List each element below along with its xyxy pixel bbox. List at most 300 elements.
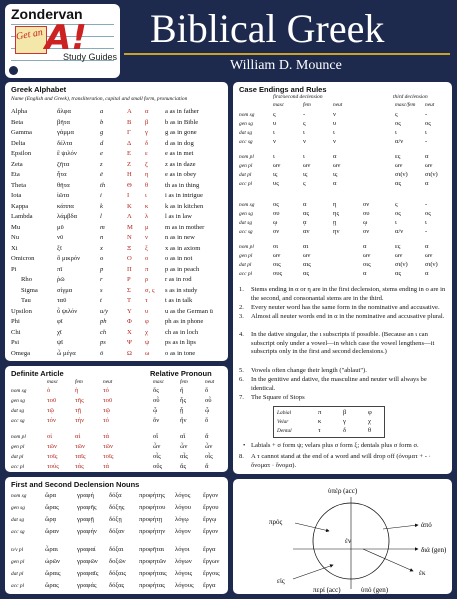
ending-form: ας [303, 270, 310, 277]
alphabet-cell: t [100, 297, 102, 304]
ending-form: σι(ν) [425, 171, 438, 178]
stop-label: Dental [277, 428, 292, 434]
article-form: αἱ [75, 433, 81, 440]
alphabet-cell: λ [145, 213, 149, 220]
alphabet-cell: t as in talk [165, 297, 193, 304]
noun-form: ὥραις [45, 570, 61, 577]
article-form: τοῖς [103, 453, 114, 460]
ending-form: ν [273, 138, 276, 145]
alphabet-cell: Κ [127, 202, 132, 210]
noun-form: λόγου [175, 504, 191, 511]
ending-form: - [303, 111, 306, 118]
alphabet-cell: Ν [127, 234, 132, 241]
alphabet-cell: ē [100, 171, 103, 178]
alphabet-cell: b as in Bible [165, 118, 199, 126]
article-form: τούς [47, 463, 59, 470]
rule-number: 3. [239, 313, 244, 320]
alphabet-heading: Greek Alphabet [11, 85, 67, 94]
stop-letter: χ [368, 418, 371, 425]
article-form: τῶν [47, 443, 57, 450]
rule-text: In the genitive and dative, the masculine and neuter will always be identical. [251, 376, 427, 392]
prep-in: ἐν [345, 537, 352, 545]
ending-form: ι [273, 153, 275, 160]
article-heading: Definite Article [11, 369, 64, 378]
alphabet-cell: μῦ [57, 223, 64, 231]
alphabet-cell: ο [145, 255, 149, 262]
ending-form: αν [303, 228, 310, 235]
ending-form: ᾳ [303, 219, 307, 226]
endings-heading: Case Endings and Rules [239, 85, 327, 94]
ending-form: ις [273, 171, 278, 178]
alphabet-cell: o as in tone [165, 349, 196, 357]
ending-form: ου [273, 210, 280, 217]
noun-form: γραφαί [77, 546, 96, 553]
case-label: gen sg [11, 505, 25, 511]
ending-form: ι [273, 129, 275, 136]
rule-text: A τ cannot stand at the end of a word and will drop off (ὀνοματ + - · ὄνοματ · ὄνομα). [251, 453, 431, 469]
ending-form: σι(ν) [425, 261, 438, 268]
case-label: nom sg [239, 202, 255, 208]
alphabet-cell: z as in daze [165, 160, 196, 168]
relative-form: οἷς [153, 453, 161, 460]
case-label: gen sg [239, 211, 253, 217]
alphabet-cell: ψ [145, 339, 150, 346]
ending-form: α [425, 180, 429, 187]
ending-form: ς [395, 111, 398, 118]
endings-panel [233, 82, 452, 474]
ending-form: ι [303, 153, 305, 160]
case-label: gen sg [239, 121, 253, 127]
case-label: acc sg [239, 229, 253, 235]
stop-letter: θ [368, 427, 372, 434]
ending-form: υς [273, 180, 279, 187]
endings-col-header: masc/fem [395, 102, 416, 108]
alphabet-cell: k as in kitchen [165, 202, 204, 210]
relative-form: ἧς [180, 397, 187, 404]
alphabet-cell: l [100, 213, 102, 220]
alphabet-cell: β [145, 118, 149, 126]
noun-form: ἔργα [203, 582, 216, 589]
alphabet-cell: e [100, 150, 103, 157]
noun-form: ἔργῳ [203, 516, 217, 523]
case-label: gen pl [11, 559, 25, 565]
alphabet-cell: Mu [11, 223, 21, 231]
article-form: τῷ [103, 407, 110, 414]
case-label: acc sg [239, 139, 253, 145]
alphabet-cell: i [100, 192, 102, 199]
alphabet-cell: o [100, 255, 104, 262]
alphabet-cell: Σ [127, 286, 131, 294]
alphabet-cell: m as in mother [165, 223, 205, 231]
noun-form: ὥρα [45, 492, 57, 499]
alphabet-cell: g as in gone [165, 129, 197, 136]
alphabet-cell: α [145, 108, 149, 115]
stop-letter: β [343, 409, 347, 416]
alphabet-cell: Α [127, 108, 132, 115]
alphabet-cell: Xi [11, 244, 18, 252]
alphabet-cell: Omicron [11, 255, 35, 262]
alphabet-cell: Upsilon [11, 307, 32, 315]
article-form: ταῖς [75, 453, 86, 460]
noun-form: δοξῶν [109, 558, 126, 565]
article-form: τῆς [75, 397, 84, 404]
alphabet-cell: r [100, 276, 103, 283]
alphabet-cell: n [100, 234, 104, 241]
relative-form: αἵ [180, 433, 186, 440]
noun-form: ὥρας [45, 504, 59, 511]
ending-form: α [363, 270, 367, 277]
article-form: τό [103, 417, 109, 424]
ending-form: οις [273, 261, 281, 268]
alphabet-cell: δέλτα [57, 139, 73, 147]
article-form: τῷ [47, 407, 54, 414]
alphabet-cell: υ [145, 307, 149, 315]
ending-form: ων [425, 162, 433, 169]
prep-top: ὑπέρ (acc) [328, 487, 358, 495]
noun-form: λόγους [175, 582, 194, 589]
prep-out: ἐκ [419, 569, 426, 577]
alphabet-cell: κ [145, 202, 149, 210]
alphabet-cell: Ω [127, 349, 132, 357]
alphabet-cell: θῆτα [57, 181, 70, 189]
rule-number: 2. [239, 304, 244, 311]
ending-form: ν [333, 138, 336, 145]
prep-toward: πρός [269, 518, 283, 526]
binder-hole [9, 66, 18, 75]
relative-form: ὧν [205, 443, 213, 450]
alphabet-cell: Δ [127, 139, 132, 147]
noun-form: ἔργου [203, 504, 219, 511]
noun-form: δόξης [109, 504, 125, 511]
article-form: τῇ [75, 407, 82, 414]
case-label: acc pl [11, 464, 25, 470]
case-label: nom sg [11, 493, 27, 499]
noun-form: ὧραι [45, 546, 58, 553]
ending-form: α/ν [395, 138, 404, 145]
case-label: acc sg [11, 529, 25, 535]
rule-number: 8. [239, 453, 244, 460]
stop-letter: γ [343, 418, 346, 425]
ending-form: αι [303, 243, 309, 250]
noun-form: λόγοι [175, 546, 190, 553]
noun-form: προφήτου [139, 504, 166, 511]
ending-form: ους [273, 270, 283, 277]
stop-letter: τ [318, 427, 321, 434]
alphabet-cell: Sigma [21, 286, 38, 294]
noun-form: γραφήν [77, 528, 97, 535]
rule-text: Stems ending in α or η are in the first declension, stems ending in ο are in the second, and consonantal stems are in the third. [251, 286, 446, 302]
relative-form: οὗ [153, 397, 160, 404]
noun-form: ὡρῶν [45, 558, 60, 565]
alphabet-cell: ν [145, 234, 148, 241]
alphabet-cell: ῥῶ [57, 276, 65, 283]
rule-number: 1. [239, 286, 244, 293]
case-label: dat sg [239, 130, 253, 136]
ending-form: - [425, 111, 428, 118]
endings-col-header: neut [425, 102, 435, 108]
alphabet-cell: ch [100, 328, 107, 336]
alphabet-cell: s [100, 286, 103, 294]
case-label: gen pl [239, 163, 253, 169]
alphabet-cell: Rho [21, 276, 32, 283]
article-col-header: masc [47, 379, 59, 385]
noun-form: δόξαις [109, 570, 126, 577]
alphabet-cell: ι [145, 192, 147, 199]
noun-form: προφήτας [139, 582, 165, 589]
noun-form: λόγος [175, 492, 191, 499]
alphabet-cell: ch as in loch [165, 328, 199, 336]
alphabet-cell: γ [145, 129, 148, 136]
case-label: acc pl [239, 181, 253, 187]
relative-form: ἅς [180, 463, 187, 470]
alphabet-cell: m [100, 223, 105, 231]
noun-form: γραφάς [77, 582, 97, 589]
ending-form: ος [395, 120, 401, 127]
ending-form: ι [425, 129, 427, 136]
alphabet-cell: Epsilon [11, 150, 32, 157]
relative-form: ᾧ [205, 407, 210, 414]
ending-form: ον [363, 201, 370, 208]
preposition-diagram [233, 479, 452, 594]
noun-form: ὥρας [45, 582, 59, 589]
alphabet-cell: o as in not [165, 255, 193, 262]
logo-series: Study Guides [63, 52, 118, 62]
alphabet-cell: ph as in phone [165, 318, 204, 325]
alphabet-cell: Zeta [11, 160, 23, 168]
group-third: third declension [393, 94, 428, 100]
alphabet-cell: Ζ [127, 160, 132, 168]
alphabet-cell: x [100, 244, 103, 252]
alphabet-cell: ξῖ [57, 244, 62, 252]
noun-form: γραφῇ [77, 516, 94, 523]
prep-into: εἰς [277, 577, 285, 585]
alphabet-cell: Ε [127, 150, 132, 157]
alphabet-cell: λάμβδα [57, 213, 78, 220]
alphabet-cell: Μ [127, 223, 133, 231]
alphabet-cell: Η [127, 171, 132, 178]
alphabet-cell: βῆτα [57, 118, 70, 126]
ending-form: ις [333, 171, 338, 178]
logo-a-mark: A! [45, 18, 87, 58]
article-form: ἡ [75, 387, 79, 394]
ending-form: α [303, 201, 307, 208]
alphabet-cell: κάππα [57, 202, 74, 210]
alphabet-cell: ψῖ [57, 339, 63, 346]
stop-letter: φ [368, 409, 372, 416]
alphabet-cell: Χ [127, 328, 132, 336]
alphabet-cell: Kappa [11, 202, 29, 210]
alphabet-cell: g [100, 129, 104, 136]
alphabet-cell: Π [127, 265, 132, 273]
case-label: nom pl [239, 244, 254, 250]
article-form: τάς [75, 463, 84, 470]
alphabet-cell: δ [145, 139, 149, 147]
title-rule [124, 53, 450, 55]
ending-form: ν [333, 111, 336, 118]
alphabet-cell: Chi [11, 328, 21, 336]
noun-form: ἔργα [203, 546, 216, 553]
rule-text: Vowels often change their length ("ablaut"). [251, 367, 367, 374]
ending-form: ι [303, 129, 305, 136]
alphabet-cell: Delta [11, 139, 26, 147]
stop-label: Velar [277, 419, 289, 425]
alphabet-cell: Psi [11, 339, 20, 346]
alphabet-cell: ρ [145, 276, 149, 283]
alphabet-cell: Theta [11, 181, 27, 189]
case-label: n/v pl [11, 547, 24, 553]
noun-form: γραφή [77, 492, 94, 499]
series-logo [5, 4, 120, 78]
alphabet-cell: l as in law [165, 213, 192, 220]
alphabet-cell: θ [145, 181, 149, 189]
alphabet-cell: d as in dog [165, 139, 194, 147]
alphabet-cell: Eta [11, 171, 20, 178]
rule-text: Every neuter word has the same form in the nominative and accusative. [251, 304, 440, 311]
prep-under: ὑπό (gen) [361, 586, 389, 594]
alphabet-cell: i as in intrigue [165, 192, 203, 199]
prep-from: ἀπό [421, 521, 432, 529]
ending-form: α [333, 153, 337, 160]
alphabet-cell: ζῆτα [57, 160, 70, 168]
noun-form: γραφαῖς [77, 570, 99, 577]
ending-form: ων [425, 252, 433, 259]
relative-form: ᾧ [153, 407, 158, 414]
noun-form: δόξας [109, 582, 125, 589]
relative-form: ὅς [153, 387, 159, 394]
group-first-second: first/second declension [273, 94, 323, 100]
article-form: τοῦ [103, 397, 113, 404]
ending-form: α [333, 180, 337, 187]
ending-form: ι [425, 219, 427, 226]
ending-form: υ [273, 120, 277, 127]
case-label: gen sg [11, 398, 25, 404]
alphabet-cell: τ [145, 297, 148, 304]
relative-form: οἵ [153, 433, 159, 440]
ending-form: ες [395, 153, 401, 160]
ending-form: υ [333, 120, 337, 127]
alphabet-cell: Υ [127, 307, 132, 315]
alphabet-cell: ζ [145, 160, 148, 168]
ending-form: ῳ [363, 219, 368, 226]
alphabet-cell: e as in met [165, 150, 194, 157]
alphabet-cell: x as in axiom [165, 244, 201, 252]
ending-form: ων [395, 162, 403, 169]
alphabet-cell: ω [145, 349, 150, 357]
author-name: William D. Mounce [230, 58, 342, 73]
rule-text: The Square of Stops [251, 394, 305, 401]
relative-form: ἅ [205, 433, 209, 440]
noun-form: προφήταις [139, 570, 167, 577]
article-col-header: neut [103, 379, 113, 385]
ending-form: ος [425, 210, 431, 217]
noun-form: δόξαι [109, 546, 124, 553]
noun-form: ἔργοις [203, 570, 220, 577]
relative-form: ἥν [180, 417, 187, 424]
case-label: nom sg [11, 388, 27, 394]
ending-form: ς [303, 120, 306, 127]
alphabet-cell: Phi [11, 318, 20, 325]
ending-form: ων [303, 162, 311, 169]
article-form: τά [103, 433, 110, 440]
noun-form: δόξῃ [109, 516, 122, 523]
article-form: τῶν [75, 443, 85, 450]
ending-form: α/ν [395, 228, 404, 235]
alphabet-cell: th as in thing [165, 181, 200, 189]
noun-form: λόγον [175, 528, 191, 535]
alphabet-cell: ἒ ψιλόν [57, 150, 77, 157]
alphabet-cell: Nu [11, 234, 20, 241]
article-form: τό [103, 387, 109, 394]
article-form: οἱ [47, 433, 53, 440]
article-panel [5, 366, 228, 472]
alphabet-cell: e as in obey [165, 171, 197, 178]
case-label: dat sg [11, 517, 25, 523]
case-label: gen pl [239, 253, 253, 259]
relative-form: αἷς [180, 453, 188, 460]
ending-form: οις [363, 261, 371, 268]
stop-label: Labial [277, 410, 292, 416]
alphabet-cell: Ο [127, 255, 132, 262]
logo-get-badge: Get an [15, 26, 47, 54]
prep-around: περί (acc) [313, 586, 341, 594]
noun-form: προφῆται [139, 546, 165, 553]
alphabet-cell: χῖ [57, 328, 62, 336]
ending-form: η [333, 201, 337, 208]
ending-form: ι [395, 129, 397, 136]
rule-number: 6. [239, 376, 244, 383]
alphabet-cell: Lambda [11, 213, 33, 220]
case-label: acc pl [239, 271, 253, 277]
ending-form: ης [333, 210, 340, 217]
article-form: τοῦ [47, 397, 57, 404]
alphabet-cell: z [100, 160, 103, 168]
case-label: nom sg [239, 112, 255, 118]
bullet: • [243, 442, 246, 449]
noun-form: λόγῳ [175, 516, 189, 523]
article-form: τῶν [103, 443, 113, 450]
alphabet-cell: b [100, 118, 104, 126]
noun-form: δόξαν [109, 528, 125, 535]
alphabet-cell: φ [145, 318, 149, 325]
alphabet-cell: n as in new [165, 234, 195, 241]
noun-form: προφήτην [139, 528, 166, 535]
ending-form: - [425, 138, 428, 145]
alphabet-cell: σ, ς [145, 286, 155, 294]
noun-form: λόγων [175, 558, 192, 565]
ending-form: - [425, 201, 428, 208]
alphabet-cell: d [100, 139, 104, 147]
alphabet-cell: ὂ μικρόν [57, 255, 81, 262]
relative-form: οὕς [153, 463, 163, 470]
publisher-name: Zondervan [11, 6, 83, 22]
ending-form: ς [273, 111, 276, 118]
alphabet-cell: ἦτα [57, 171, 67, 178]
rule-text: Almost all neuter words end in α in the nominative and accusative plural. [251, 313, 445, 320]
nouns-panel [5, 477, 228, 594]
alphabet-panel [5, 82, 228, 361]
alphabet-cell: φῖ [57, 318, 63, 325]
case-label: acc pl [11, 583, 25, 589]
alphabet-cell: ὖ ψιλόν [57, 307, 78, 315]
ending-form: ας [303, 210, 310, 217]
alphabet-cell: γάμμα [57, 129, 74, 136]
noun-form: γραφῶν [77, 558, 98, 565]
relative-form: ὅ [205, 417, 209, 424]
alphabet-cell: σίγμα [57, 286, 73, 294]
ending-form: - [425, 228, 428, 235]
relative-form: ὧν [153, 443, 161, 450]
ending-form: α [425, 243, 429, 250]
